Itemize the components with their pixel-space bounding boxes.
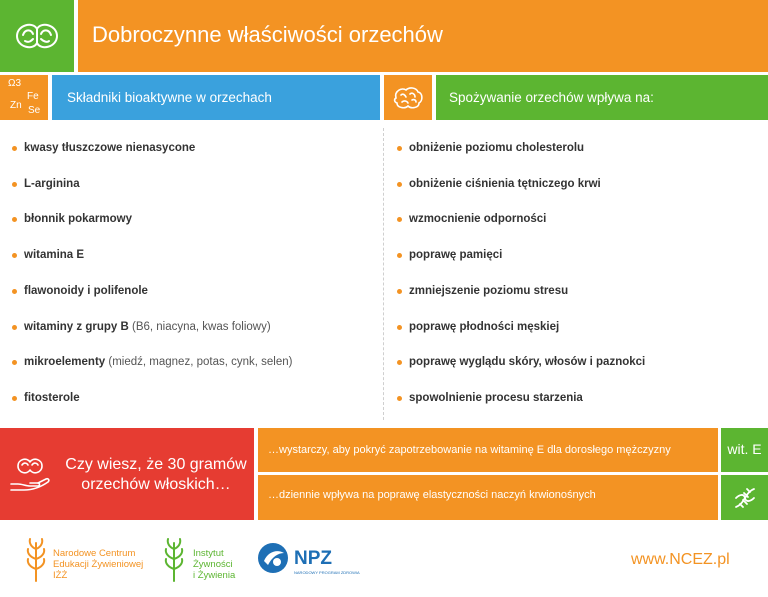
npz-logo-subtitle: NARODOWY PROGRAM ZDROWIA	[294, 570, 360, 575]
list-item	[409, 390, 583, 406]
ncez-line: IŻŻ	[53, 570, 68, 581]
item-label: obniżenie ciśnienia tętniczego krwi	[409, 178, 601, 190]
list-item	[24, 390, 80, 406]
bullet-icon	[397, 289, 402, 294]
website-link[interactable]: www.NCEZ.pl	[631, 551, 730, 568]
npz-logo-text: NPZ	[294, 548, 332, 569]
item-label: obniżenie poziomu cholesterolu	[409, 142, 585, 154]
izz-line: Żywności	[193, 559, 233, 570]
list-item	[409, 176, 601, 192]
column-divider	[383, 128, 384, 420]
item-label: poprawę płodności męskiej	[409, 321, 560, 333]
item-label: poprawę pamięci	[409, 249, 503, 261]
item-label: mikroelementy	[24, 356, 106, 368]
item-label: fitosterole	[24, 392, 80, 404]
ncez-logo-text	[53, 548, 143, 581]
fact-question-line2: orzechów włoskich…	[81, 476, 231, 493]
izz-line: i Żywienia	[193, 570, 236, 581]
item-label: L-arginina	[24, 178, 80, 190]
ncez-line: Narodowe Centrum	[53, 548, 136, 559]
bullet-icon	[12, 325, 17, 330]
fact-line2: …dziennie wpływa na poprawę elastyczności naczyń krwionośnych	[268, 489, 596, 501]
omega3-label: Ω3	[8, 78, 22, 89]
bullet-icon	[397, 360, 402, 365]
page-title: Dobroczynne właściwości orzechów	[92, 22, 443, 47]
list-item	[24, 176, 80, 192]
list-item	[24, 247, 84, 263]
ncez-line: Edukacji Żywieniowej	[53, 559, 144, 570]
item-label: witamina E	[24, 249, 85, 261]
brain-icon	[391, 85, 425, 111]
bullet-icon	[397, 325, 402, 330]
izz-logo-icon	[162, 535, 186, 583]
list-item	[409, 140, 584, 156]
list-item	[409, 283, 568, 299]
list-item	[24, 319, 271, 335]
list-item	[409, 319, 559, 335]
effects-title: Spożywanie orzechów wpływa na:	[449, 90, 654, 105]
header-icon-box	[0, 0, 74, 72]
item-label: flawonoidy i polifenole	[24, 285, 148, 297]
list-item	[24, 140, 195, 156]
bullet-icon	[12, 396, 17, 401]
nutrients-badge	[0, 75, 48, 120]
fact-question-line1: Czy wiesz, że 30 gramów	[65, 456, 247, 473]
list-item	[24, 354, 292, 370]
hand-with-nut-icon	[8, 452, 52, 496]
item-label: wzmocnienie odporności	[409, 213, 547, 225]
fact-question	[58, 455, 254, 495]
bullet-icon	[12, 146, 17, 151]
se-label: Se	[28, 105, 41, 116]
brain-icon-box	[384, 75, 432, 120]
list-item	[409, 354, 645, 370]
dna-icon	[732, 485, 758, 511]
item-detail: (miedź, magnez, potas, cynk, selen)	[105, 356, 293, 368]
list-item	[24, 211, 132, 227]
item-label: witaminy z grupy B	[24, 321, 129, 333]
npz-logo-icon	[256, 541, 290, 575]
zn-label: Zn	[10, 100, 22, 111]
bullet-icon	[397, 182, 402, 187]
bullet-icon	[12, 360, 17, 365]
izz-logo-text	[193, 548, 235, 581]
item-label: poprawę wyglądu skóry, włosów i paznokci	[409, 356, 646, 368]
walnut-icon	[11, 17, 63, 55]
bullet-icon	[397, 253, 402, 258]
bioactive-title: Składniki bioaktywne w orzechach	[67, 90, 272, 105]
list-item	[409, 211, 546, 227]
bullet-icon	[12, 182, 17, 187]
item-detail: (B6, niacyna, kwas foliowy)	[128, 321, 271, 333]
item-label: kwasy tłuszczowe nienasycone	[24, 142, 196, 154]
bullet-icon	[12, 289, 17, 294]
bullet-icon	[12, 217, 17, 222]
vitamin-e-label: wit. E	[727, 441, 762, 457]
fact-line1: …wystarczy, aby pokryć zapotrzebowanie na witaminę E dla dorosłego mężczyzny	[268, 444, 671, 456]
bullet-icon	[397, 146, 402, 151]
item-label: błonnik pokarmowy	[24, 213, 132, 225]
bullet-icon	[397, 217, 402, 222]
dna-badge	[721, 475, 768, 520]
fe-label: Fe	[27, 91, 39, 102]
ncez-logo-icon	[24, 535, 48, 583]
item-label: spowolnienie procesu starzenia	[409, 392, 583, 404]
bullet-icon	[397, 396, 402, 401]
list-item	[24, 283, 148, 299]
izz-line: Instytut	[193, 548, 224, 559]
bullet-icon	[12, 253, 17, 258]
list-item	[409, 247, 502, 263]
item-label: zmniejszenie poziomu stresu	[409, 285, 569, 297]
